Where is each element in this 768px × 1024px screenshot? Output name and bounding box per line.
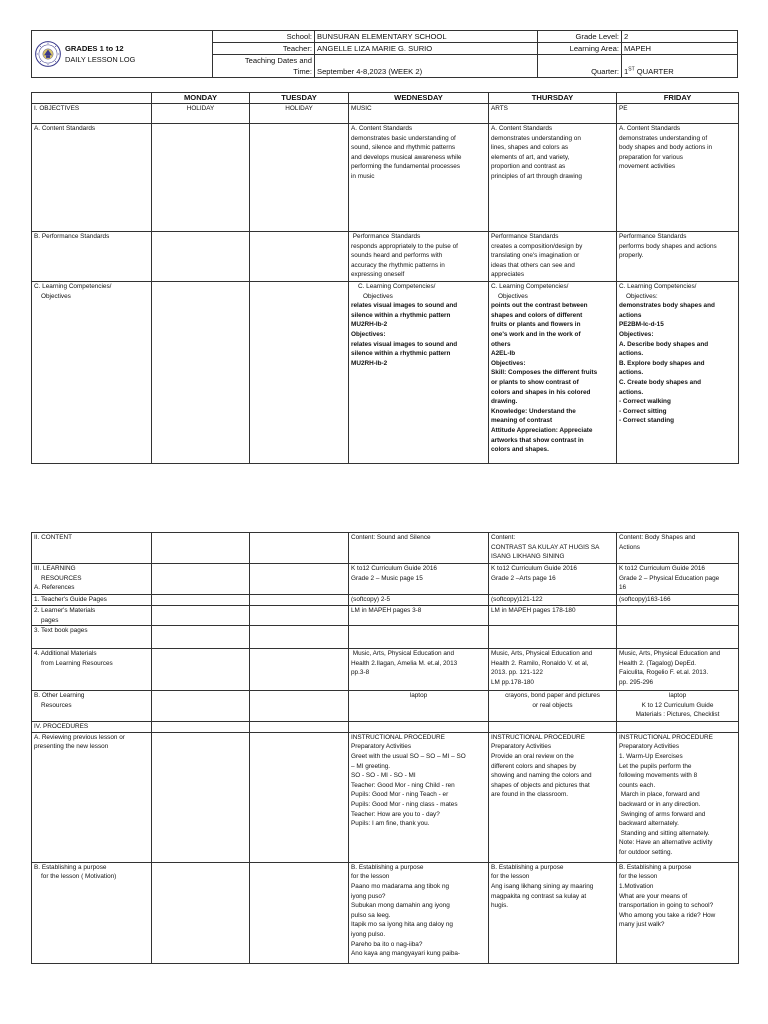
thu-lm-pages: LM in MAPEH pages 178-180 xyxy=(489,606,617,626)
row-label-other-resources: B. Other Learning Resources xyxy=(32,691,152,722)
wednesday-subject: MUSIC xyxy=(349,104,489,124)
school-label: School: xyxy=(213,31,315,43)
teaching-dates-label: Teaching Dates and Time: xyxy=(213,55,315,78)
learning-area-value: MAPEH xyxy=(622,43,738,55)
grade-level-value: 2 xyxy=(622,31,738,43)
day-monday: MONDAY xyxy=(152,93,250,104)
fri-tg-pages: (softcopy)163-166 xyxy=(617,595,739,606)
content-procedures-table xyxy=(31,532,739,964)
fri-content: Content: Body Shapes and Actions xyxy=(617,533,739,564)
objectives-table xyxy=(31,92,739,464)
tuesday-holiday: HOLIDAY xyxy=(250,104,349,124)
fri-references: K to12 Curriculum Guide 2016 Grade 2 – Physical Education page 16 xyxy=(617,564,739,595)
wed-tg-pages: (softcopy) 2-5 xyxy=(349,595,489,606)
wed-performance-standards: Performance Standards responds appropriately to the pulse of sounds heard and performs with accuracy the rhythmic patterns in expressing oneself xyxy=(349,232,489,282)
thu-purpose: B. Establishing a purpose for the lesson Ang isang likhang sining ay maaring magpakita ng contrast sa kulay at hugis. xyxy=(489,862,617,963)
doc-title: GRADES 1 to 12 xyxy=(65,44,124,53)
monday-holiday: HOLIDAY xyxy=(152,104,250,124)
thu-additional: Music, Arts, Physical Education and Health 2. Ramilo, Ronaldo V. et al, 2013. pp. 121-122 LM pp.178-180 xyxy=(489,649,617,691)
thu-performance-standards: Performance Standards creates a composition/design by translating one's imagination or ideas that others can see and appreciates xyxy=(489,232,617,282)
fri-competencies: C. Learning Competencies/ Objectives: demonstrates body shapes and actions PE2BM-Ic-d-15 Objectives: A. Describe body shapes and actions. B. Explore body shapes and actions. C. Create body shapes and actions. - Correct walking - Correct sitting - Correct standing xyxy=(617,282,739,464)
deped-seal-icon xyxy=(35,41,61,67)
row-label-competencies: C. Learning Competencies/ Objectives xyxy=(32,282,152,464)
learning-area-label: Learning Area: xyxy=(538,43,622,55)
row-label-performance-standards: B. Performance Standards xyxy=(32,232,152,282)
thu-tg-pages: (softcopy)121-122 xyxy=(489,595,617,606)
row-label-additional-materials: 4. Additional Materials from Learning Resources xyxy=(32,649,152,691)
school-value: BUNSURAN ELEMENTARY SCHOOL xyxy=(315,31,538,43)
wed-references: K to12 Curriculum Guide 2016 Grade 2 – Music page 15 xyxy=(349,564,489,595)
header-logo-cell xyxy=(32,31,213,78)
row-label-procedures: IV. PROCEDURES xyxy=(32,722,152,733)
fri-other-resources: laptop K to 12 Curriculum Guide Materials : Pictures, Checklist xyxy=(617,691,739,722)
wed-reviewing: INSTRUCTIONAL PROCEDURE Preparatory Activities Greet with the usual SO – SO – MI – SO – MI greeting. SO - SO - MI - SO - MI Teacher: Good Mor - ning Child - ren Pupils: Good Mor - ning Teach - er Pupils: Good Mor - ning class - mates Teacher: How are you to - day? Pupils: I am fine, thank you. xyxy=(349,732,489,862)
fri-lm-pages xyxy=(617,606,739,626)
thu-reviewing: INSTRUCTIONAL PROCEDURE Preparatory Activities Provide an oral review on the different colors and shapes by showing and naming the colors and shapes of objects and pictures that are found in the classroom. xyxy=(489,732,617,862)
grade-level-label: Grade Level: xyxy=(538,31,622,43)
doc-subtitle: DAILY LESSON LOG xyxy=(65,55,136,64)
quarter-label: Quarter: xyxy=(538,55,622,78)
teaching-dates-value: September 4-8,2023 (WEEK 2) xyxy=(315,55,538,78)
row-label-textbook: 3. Text book pages xyxy=(32,626,152,649)
fri-content-standards: A. Content Standards demonstrates understanding of body shapes and body actions in preparation for various movement activities xyxy=(617,124,739,232)
row-label-purpose: B. Establishing a purpose for the lesson ( Motivation) xyxy=(32,862,152,963)
thu-content-standards: A. Content Standards demonstrates understanding on lines, shapes and colors as elements of art, and variety, proportion and contrast as principles of art through drawing xyxy=(489,124,617,232)
row-label-objectives: I. OBJECTIVES xyxy=(32,104,152,124)
thu-references: K to12 Curriculum Guide 2016 Grade 2 –Arts page 16 xyxy=(489,564,617,595)
thu-competencies: C. Learning Competencies/ Objectives points out the contrast between shapes and colors of different fruits or plants and flowers in one's work and in the work of others A2EL-Ib Objectives: Skill: Composes the different fruits or plants to show contrast of colors and shapes in his colored drawing. Knowledge: Understand the meaning of contrast Attitude Appreciation: Appreciate artworks that show contrast in colors and shapes. xyxy=(489,282,617,464)
wed-other-resources: laptop xyxy=(349,691,489,722)
quarter-value: 1ST QUARTER xyxy=(622,55,738,78)
row-label-reviewing: A. Reviewing previous lesson or presenting the new lesson xyxy=(32,732,152,862)
wed-competencies: C. Learning Competencies/ Objectives relates visual images to sound and silence within a rhythmic pattern MU2RH-Ib-2 Objectives: relates visual images to sound and silence within a rhythmic pattern MU2RH-Ib-2 xyxy=(349,282,489,464)
wed-content-standards: A. Content Standards demonstrates basic understanding of sound, silence and rhythmic patterns and develops musical awareness while performing the fundamental processes in music xyxy=(349,124,489,232)
row-label-content-standards: A. Content Standards xyxy=(32,124,152,232)
friday-subject: PE xyxy=(617,104,739,124)
lesson-log-header xyxy=(31,30,738,78)
day-friday: FRIDAY xyxy=(617,93,739,104)
teacher-value: ANGELLE LIZA MARIE G. SURIO xyxy=(315,43,538,55)
day-tuesday: TUESDAY xyxy=(250,93,349,104)
wed-additional: Music, Arts, Physical Education and Health 2.Ilagan, Amelia M. et.al, 2013 pp.3-8 xyxy=(349,649,489,691)
wed-lm-pages: LM in MAPEH pages 3-8 xyxy=(349,606,489,626)
day-wednesday: WEDNESDAY xyxy=(349,93,489,104)
thu-content: Content: CONTRAST SA KULAY AT HUGIS SA ISANG LIKHANG SINING xyxy=(489,533,617,564)
fri-reviewing: INSTRUCTIONAL PROCEDURE Preparatory Activities 1. Warm-Up Exercises Let the pupils perform the following movements with 8 counts each. March in place, forward and backward or in any direction. Swinging of arms forward and backward alternately. Standing and sitting alternately. Note: Have an alternative activity for outdoor setting. xyxy=(617,732,739,862)
day-thursday: THURSDAY xyxy=(489,93,617,104)
row-label-content: II. CONTENT xyxy=(32,533,152,564)
fri-purpose: B. Establishing a purpose for the lesson 1.Motivation What are your means of transportation in going to school? Who among you take a ride? How many just walk? xyxy=(617,862,739,963)
thursday-subject: ARTS xyxy=(489,104,617,124)
row-label-learning-resources: III. LEARNING RESOURCES A. References xyxy=(32,564,152,595)
wed-purpose: B. Establishing a purpose for the lesson Paano mo madarama ang tibok ng iyong puso? Subukan mong damahin ang iyong pulso sa leeg. Itapik mo sa iyong hita ang daloy ng iyong pulso. Pareho ba ito o nag-iiba? Ano kaya ang mangyayari kung paiba- xyxy=(349,862,489,963)
corner-cell xyxy=(32,93,152,104)
fri-performance-standards: Performance Standards performs body shapes and actions properly. xyxy=(617,232,739,282)
row-label-teachers-guide: 1. Teacher's Guide Pages xyxy=(32,595,152,606)
wed-content: Content: Sound and Silence xyxy=(349,533,489,564)
thu-other-resources: crayons, bond paper and pictures or real objects xyxy=(489,691,617,722)
fri-additional: Music, Arts, Physical Education and Health 2. (Tagalog) DepEd. Faiculita, Rogelio F. et.al. 2013. pp. 295-296 xyxy=(617,649,739,691)
row-label-learners-materials: 2. Learner's Materials pages xyxy=(32,606,152,626)
teacher-label: Teacher: xyxy=(213,43,315,55)
